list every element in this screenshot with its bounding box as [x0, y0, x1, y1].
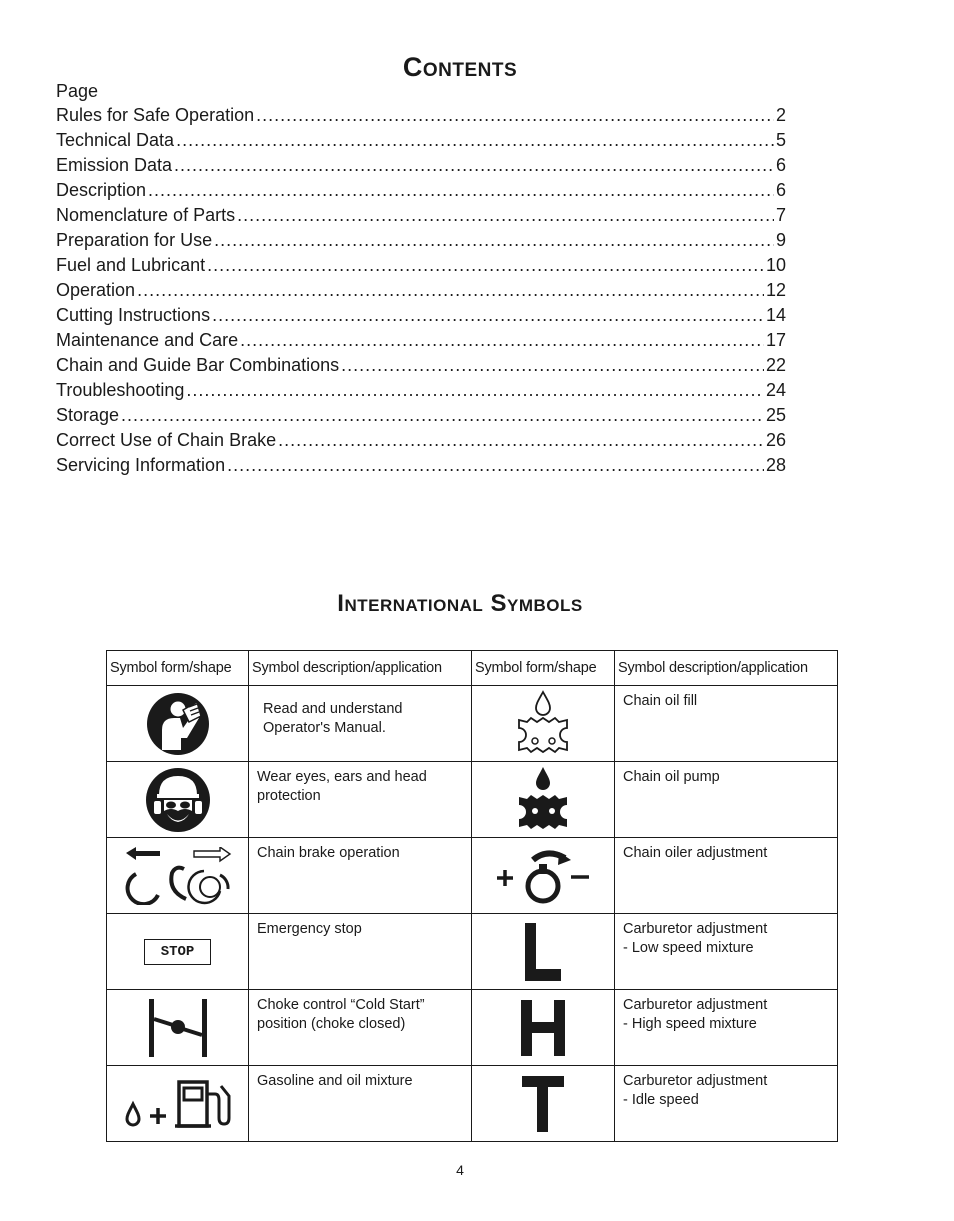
toc-leader-dots: [186, 380, 764, 401]
header-symbol-description: Symbol description/application: [615, 651, 838, 686]
symbol-cell: [472, 762, 615, 838]
symbol-cell: [472, 1066, 615, 1142]
toc-leader-dots: [212, 305, 764, 326]
symbol-description: [249, 762, 472, 838]
toc-entry-label: Chain and Guide Bar Combinations: [56, 355, 340, 375]
choke-description: Choke control “Cold Start” position (choke closed): [257, 997, 425, 1032]
symbol-cell: [107, 1066, 249, 1142]
read-manual-icon: [145, 692, 211, 756]
chain-brake-icon: [124, 847, 232, 905]
toc-entry: [56, 280, 786, 305]
symbol-cell: [472, 990, 615, 1066]
toc-leader-dots: [227, 455, 764, 476]
page-number: 4: [456, 1162, 464, 1178]
symbols-title: International Symbols: [337, 590, 583, 617]
symbol-description: [615, 990, 838, 1066]
symbol-cell: [472, 838, 615, 914]
symbols-table: [106, 650, 838, 1142]
symbol-description: [249, 990, 472, 1066]
read-manual-description: Read and understand Operator's Manual.: [263, 701, 403, 736]
toc-entry-label: Fuel and Lubricant: [56, 255, 206, 275]
toc-entry-page: 5: [775, 130, 786, 150]
symbols-header-row: [107, 651, 838, 686]
toc-leader-dots: [121, 405, 764, 426]
toc-entry-label: Cutting Instructions: [56, 305, 211, 325]
toc-entry-label: Troubleshooting: [56, 380, 185, 400]
high-speed-description: Carburetor adjustment - High speed mixture: [623, 997, 768, 1032]
toc-entry-label: Correct Use of Chain Brake: [56, 430, 277, 450]
header-symbol-description: Symbol description/application: [249, 651, 472, 686]
toc-entry-label: Storage: [56, 405, 120, 425]
toc-entry-label: Preparation for Use: [56, 230, 213, 250]
letter-t-icon: [520, 1076, 566, 1132]
toc-entry-page: 14: [765, 305, 786, 325]
chain-brake-description: Chain brake operation: [257, 845, 400, 861]
toc-entry-page: 6: [775, 180, 786, 200]
toc-entry: [56, 455, 786, 480]
toc-entry-label: Nomenclature of Parts: [56, 205, 236, 225]
letter-h-icon: [519, 1000, 567, 1056]
toc-entry-label: Emission Data: [56, 155, 173, 175]
symbol-cell: [107, 990, 249, 1066]
oiler-adjustment-description: Chain oiler adjustment: [623, 845, 768, 861]
toc-leader-dots: [207, 255, 764, 276]
letter-l-icon: [521, 923, 565, 981]
toc-entry: [56, 430, 786, 455]
toc-leader-dots: [278, 430, 764, 451]
toc-entry-page: 9: [775, 230, 786, 250]
choke-icon: [147, 999, 209, 1057]
symbol-description: [615, 762, 838, 838]
toc-entry: [56, 105, 786, 130]
toc-entry: [56, 255, 786, 280]
toc-entry: [56, 380, 786, 405]
symbol-cell: [472, 914, 615, 990]
symbol-cell: [107, 686, 249, 762]
toc-entry: [56, 230, 786, 255]
chain-oil-pump-icon: [515, 767, 571, 833]
idle-speed-description: Carburetor adjustment - Idle speed: [623, 1073, 768, 1108]
table-of-contents: [56, 105, 786, 480]
toc-leader-dots: [137, 280, 764, 301]
toc-entry: [56, 130, 786, 155]
toc-leader-dots: [256, 105, 774, 126]
stop-label: STOP: [144, 939, 212, 965]
toc-entry-label: Rules for Safe Operation: [56, 105, 255, 125]
toc-entry-page: 24: [765, 380, 786, 400]
toc-entry-page: 25: [765, 405, 786, 425]
symbol-cell: [107, 838, 249, 914]
toc-entry: [56, 305, 786, 330]
symbol-description: [615, 686, 838, 762]
toc-entry-label: Operation: [56, 280, 136, 300]
toc-leader-dots: [148, 180, 774, 201]
header-symbol-form: Symbol form/shape: [107, 651, 249, 686]
toc-entry-page: 26: [765, 430, 786, 450]
toc-leader-dots: [341, 355, 764, 376]
symbol-cell: [107, 914, 249, 990]
toc-entry-label: Servicing Information: [56, 455, 226, 475]
chain-oil-fill-icon: [515, 690, 571, 758]
toc-entry-page: 17: [765, 330, 786, 350]
chain-oil-pump-description: Chain oil pump: [623, 769, 720, 785]
toc-entry: [56, 355, 786, 380]
symbol-description: [615, 914, 838, 990]
fuel-mixture-icon: [123, 1078, 233, 1130]
chain-oil-fill-description: Chain oil fill: [623, 693, 698, 709]
protection-gear-icon: [145, 767, 211, 833]
symbol-description: [249, 838, 472, 914]
symbol-row: [107, 914, 838, 990]
toc-leader-dots: [174, 155, 774, 176]
toc-entry-label: Technical Data: [56, 130, 175, 150]
toc-leader-dots: [237, 205, 774, 226]
symbol-description: [615, 1066, 838, 1142]
symbol-description: [249, 1066, 472, 1142]
toc-entry: [56, 180, 786, 205]
toc-entry-label: Maintenance and Care: [56, 330, 239, 350]
toc-entry-page: 7: [775, 205, 786, 225]
toc-page-label: Page: [56, 81, 99, 101]
protection-gear-description: Wear eyes, ears and head protection: [257, 769, 427, 804]
symbol-row: [107, 686, 838, 762]
symbol-description: [615, 838, 838, 914]
toc-entry: [56, 155, 786, 180]
toc-entry-page: 2: [775, 105, 786, 125]
symbol-description: [249, 914, 472, 990]
toc-entry: [56, 330, 786, 355]
toc-entry-page: 28: [765, 455, 786, 475]
oiler-adjustment-icon: [495, 846, 591, 906]
toc-entry: [56, 205, 786, 230]
toc-leader-dots: [176, 130, 774, 151]
toc-entry-page: 6: [775, 155, 786, 175]
toc-leader-dots: [214, 230, 774, 251]
symbol-row: [107, 990, 838, 1066]
symbol-row: [107, 838, 838, 914]
toc-entry-page: 22: [765, 355, 786, 375]
fuel-mixture-description: Gasoline and oil mixture: [257, 1073, 413, 1089]
toc-entry-page: 12: [765, 280, 786, 300]
symbol-row: [107, 762, 838, 838]
toc-entry: [56, 405, 786, 430]
symbol-description: [249, 686, 472, 762]
symbol-cell: [107, 762, 249, 838]
contents-title: Contents: [402, 52, 518, 82]
header-symbol-form: Symbol form/shape: [472, 651, 615, 686]
toc-entry-page: 10: [765, 255, 786, 275]
emergency-stop-description: Emergency stop: [257, 921, 362, 937]
symbol-row: [107, 1066, 838, 1142]
low-speed-description: Carburetor adjustment - Low speed mixture: [623, 921, 768, 956]
symbol-cell: [472, 686, 615, 762]
toc-entry-label: Description: [56, 180, 147, 200]
toc-leader-dots: [240, 330, 764, 351]
